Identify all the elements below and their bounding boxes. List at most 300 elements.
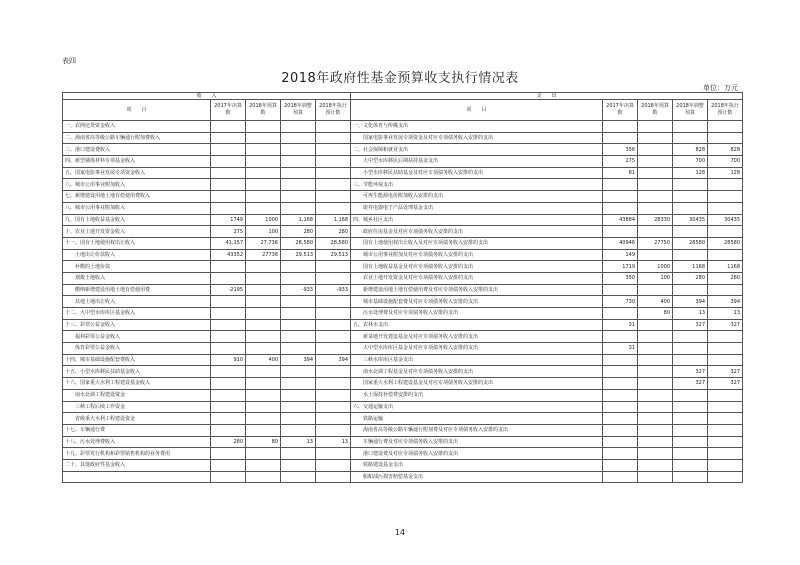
income-item-cell: 六、城市公用事业附加收入 [63,179,211,191]
table-row [63,413,743,425]
income-item-cell: 十八、污水处理费收入 [63,436,211,448]
unit-label: 单位：万元 [703,84,738,92]
expense-value-cell [638,354,673,366]
expense-item-cell: 政府住房基金及对应专项债务收入安排的支出 [351,226,603,238]
income-value-cell [281,191,316,203]
expense-value-cell [603,121,638,133]
income-value-cell [281,121,316,133]
expense-value-cell [708,448,743,460]
income-value-cell [246,144,281,156]
income-section-header: 收 入 [63,93,351,100]
page-number: 14 [394,528,406,537]
income-value-cell [211,401,246,413]
expense-value-cell [603,424,638,436]
income-value-cell [281,424,316,436]
income-value-cell [211,272,246,284]
expense-value-cell: 1719 [603,261,638,273]
expense-item-cell: 小型水库移民扶助基金及对应专项债务收入安排的支出 [351,167,603,179]
expense-value-cell: 394 [673,296,708,308]
expense-value-cell: 28330 [638,214,673,226]
expense-value-cell: 100 [638,272,673,284]
income-value-cell [281,366,316,378]
income-value-cell [211,389,246,401]
income-value-cell [316,179,351,191]
expense-item-cell: 三峡水库库区基金支出 [351,354,603,366]
income-col-header: 2018年预算数 [246,100,281,121]
expense-value-cell [673,459,708,471]
expense-value-cell [708,202,743,214]
income-value-cell [246,284,281,296]
table-row [63,167,743,179]
income-item-cell: 十一、国有土地使用权出让收入 [63,237,211,249]
expense-item-cell: 港口建设费及对应专项债务收入安排的支出 [351,448,603,460]
income-item-cell: 缴纳新增建设用地土地有偿使用费 [63,284,211,296]
expense-value-cell: 27750 [638,237,673,249]
expense-item-cell: 水土保持补偿费安排的支出 [351,389,603,401]
table-row [63,459,743,471]
expense-value-cell [673,471,708,483]
expense-value-cell: 31 [603,319,638,331]
expense-item-cell: 船舶油污损害赔偿基金支出 [351,471,603,483]
income-value-cell [211,366,246,378]
expense-value-cell [708,331,743,343]
expense-value-cell [603,401,638,413]
expense-value-cell [708,284,743,296]
income-col-header: 2018年调整预算 [281,100,316,121]
table-row [63,296,743,308]
table-row [63,448,743,460]
expense-value-cell [673,448,708,460]
expense-value-cell [638,156,673,168]
expense-value-cell [638,424,673,436]
income-value-cell: 28,580 [316,237,351,249]
income-item-cell: 二、海南省高等级公路车辆通行附加费收入 [63,132,211,144]
income-value-cell: 1,168 [281,214,316,226]
expense-value-cell [673,401,708,413]
table-row [63,132,743,144]
expense-value-cell [708,249,743,261]
income-value-cell [316,471,351,483]
income-value-cell [246,191,281,203]
expense-value-cell [638,284,673,296]
income-value-cell [246,413,281,425]
expense-value-cell [638,343,673,355]
income-value-cell [316,308,351,320]
income-value-cell [211,202,246,214]
expense-value-cell [603,202,638,214]
income-value-cell [281,448,316,460]
expense-col-header: 2017年决算数 [603,100,638,121]
table-row [63,156,743,168]
table-row [63,214,743,226]
income-value-cell [246,308,281,320]
income-item-cell: 南水北调工程建设资金 [63,389,211,401]
table-row [63,121,743,133]
income-value-cell [246,343,281,355]
income-item-cell: 九、国有土地收益基金收入 [63,214,211,226]
expense-col-header: 2018年预算数 [638,100,673,121]
expense-value-cell: 356 [603,144,638,156]
expense-value-cell: 327 [708,366,743,378]
expense-value-cell [708,343,743,355]
expense-item-cell: 海南省高等级公路车辆通行附加费及对应专项债务收入安排的支出 [351,424,603,436]
income-item-cell: 十二、大中型水库库区基金收入 [63,308,211,320]
expense-value-cell [638,121,673,133]
expense-value-cell [638,226,673,238]
table-row [63,319,743,331]
income-value-cell [211,413,246,425]
income-value-cell [246,459,281,471]
expense-item-cell: 南水北调工程基金及对应专项债务收入安排的支出 [351,366,603,378]
income-value-cell [281,296,316,308]
income-item-header: 项 目 [63,100,211,121]
table-row [63,378,743,390]
income-value-cell [316,459,351,471]
income-value-cell [211,156,246,168]
expense-value-cell [638,132,673,144]
expense-item-cell: 城市基础设施配套费及对应专项债务收入安排的支出 [351,296,603,308]
table-row [63,144,743,156]
expense-value-cell: 730 [603,296,638,308]
income-value-cell: 41,157 [211,237,246,249]
expense-value-cell: 327 [673,378,708,390]
expense-value-cell: 43884 [603,214,638,226]
expense-value-cell [638,202,673,214]
income-value-cell [246,202,281,214]
income-value-cell [316,202,351,214]
income-item-cell: 补缴的土地价款 [63,261,211,273]
expense-value-cell [603,378,638,390]
expense-item-cell: 车辆通行费及对应专项债务收入安排的支出 [351,436,603,448]
income-value-cell [211,448,246,460]
income-value-cell: 29,513 [281,249,316,261]
expense-value-cell: 327 [673,319,708,331]
income-value-cell [211,378,246,390]
income-value-cell: 80 [246,436,281,448]
expense-value-cell: 1000 [638,261,673,273]
income-item-cell: 三、港口建设费收入 [63,144,211,156]
income-value-cell: 13 [281,436,316,448]
expense-value-cell: 30435 [673,214,708,226]
income-value-cell [281,156,316,168]
expense-value-cell [673,413,708,425]
income-value-cell: 100 [246,226,281,238]
income-value-cell [246,366,281,378]
expense-value-cell: 28580 [708,237,743,249]
income-value-cell [281,401,316,413]
expense-value-cell [638,191,673,203]
expense-value-cell [638,471,673,483]
expense-value-cell [673,249,708,261]
expense-value-cell [708,436,743,448]
table-row [63,272,743,284]
income-value-cell [316,261,351,273]
expense-value-cell [673,226,708,238]
expense-value-cell [673,424,708,436]
income-value-cell [316,167,351,179]
expense-item-cell: 可再生能源电价附加收入安排的支出 [351,191,603,203]
expense-item-cell: 四、城乡社区支出 [351,214,603,226]
expense-value-cell [638,413,673,425]
expense-value-cell [673,354,708,366]
income-value-cell [246,378,281,390]
page-title: 2018年政府性基金预算收支执行情况表 [281,71,519,86]
income-value-cell [211,319,246,331]
expense-value-cell [603,413,638,425]
income-value-cell [281,413,316,425]
expense-item-cell: 国家电影事业发展专项资金及对应专项债务收入安排的支出 [351,132,603,144]
table-row [63,354,743,366]
income-value-cell [246,331,281,343]
expense-value-cell [708,424,743,436]
table-row [63,179,743,191]
expense-value-cell [708,471,743,483]
income-item-cell: 五、国家电影事业发展专项资金收入 [63,167,211,179]
income-value-cell [281,272,316,284]
expense-value-cell: 280 [673,272,708,284]
expense-value-cell [603,331,638,343]
income-item-cell: 土地出让价款收入 [63,249,211,261]
income-value-cell [246,167,281,179]
income-item-cell: 二十、其他政府性基金收入 [63,459,211,471]
expense-value-cell [673,436,708,448]
income-value-cell [281,167,316,179]
income-value-cell [211,459,246,471]
table-row [63,401,743,413]
income-value-cell [316,331,351,343]
income-value-cell: 29,513 [316,249,351,261]
table-row [63,284,743,296]
income-item-cell: 十三、彩票公益金收入 [63,319,211,331]
income-value-cell: -933 [316,284,351,296]
expense-value-cell [708,132,743,144]
income-col-header: 2017年决算数 [211,100,246,121]
income-item-cell: 十、农业土地开发资金收入 [63,226,211,238]
income-value-cell: 275 [211,226,246,238]
expense-value-cell [603,179,638,191]
expense-value-cell: 394 [708,296,743,308]
expense-value-cell: 350 [603,272,638,284]
expense-value-cell: 275 [603,156,638,168]
income-value-cell: 27,736 [246,237,281,249]
expense-item-cell: 废弃电器电子产品处理基金支出 [351,202,603,214]
expense-item-header: 项 目 [351,100,603,121]
income-item-cell: 其他土地出让收入 [63,296,211,308]
income-value-cell [211,471,246,483]
table-row [63,308,743,320]
table-row [63,343,743,355]
expense-item-cell: 国有土地使用权出让收入及对应专项债务收入安排的支出 [351,237,603,249]
expense-value-cell [603,284,638,296]
income-value-cell: 280 [211,436,246,448]
income-value-cell: 43352 [211,249,246,261]
income-value-cell [246,401,281,413]
expense-value-cell [673,121,708,133]
income-value-cell [246,296,281,308]
expense-col-header: 2018年调整预算 [673,100,708,121]
expense-value-cell: 13 [708,308,743,320]
table-row [63,389,743,401]
expense-value-cell: 128 [673,167,708,179]
expense-value-cell [638,459,673,471]
expense-value-cell: 700 [708,156,743,168]
income-value-cell [316,343,351,355]
table-row [63,436,743,448]
income-value-cell [246,389,281,401]
income-value-cell [281,261,316,273]
table-row [63,226,743,238]
income-value-cell [246,319,281,331]
expense-item-cell: 农业土地开发资金及对应专项债务收入安排的支出 [351,272,603,284]
income-item-cell: 三峡工程后续工作资金 [63,401,211,413]
income-value-cell [281,179,316,191]
income-value-cell [316,191,351,203]
expense-value-cell: 81 [603,167,638,179]
income-value-cell: -933 [281,284,316,296]
expense-value-cell [673,191,708,203]
income-value-cell [316,144,351,156]
income-value-cell [316,448,351,460]
income-value-cell: 280 [316,226,351,238]
income-item-cell [63,471,211,483]
expense-value-cell [603,459,638,471]
income-value-cell: -2195 [211,284,246,296]
expense-value-cell: 828 [673,144,708,156]
expense-item-cell: 三、节能环保支出 [351,179,603,191]
income-value-cell [316,132,351,144]
income-value-cell [211,179,246,191]
income-item-cell: 划拨土地收入 [63,272,211,284]
income-value-cell [316,319,351,331]
income-value-cell [211,308,246,320]
income-item-cell: 一、农网还贷资金收入 [63,121,211,133]
income-value-cell [281,459,316,471]
expense-value-cell: 828 [708,144,743,156]
expense-value-cell [708,121,743,133]
expense-value-cell [603,226,638,238]
expense-value-cell [708,179,743,191]
table-row [63,366,743,378]
income-value-cell: 1749 [211,214,246,226]
expense-value-cell [673,389,708,401]
expense-value-cell [638,319,673,331]
expense-value-cell: 280 [708,272,743,284]
expense-item-cell: 五、农林水支出 [351,319,603,331]
expense-value-cell [603,308,638,320]
expense-value-cell [638,167,673,179]
income-value-cell [281,202,316,214]
expense-value-cell [708,459,743,471]
income-value-cell [211,296,246,308]
expense-value-cell [603,471,638,483]
expense-value-cell [708,354,743,366]
expense-value-cell [603,389,638,401]
expense-section-header: 支 出 [351,93,743,100]
expense-value-cell [603,132,638,144]
expense-value-cell: 13 [673,308,708,320]
table-row [63,261,743,273]
expense-value-cell [708,413,743,425]
income-value-cell [281,331,316,343]
income-item-cell: 十九、彩票发行机构和彩票销售机构的业务费用 [63,448,211,460]
income-value-cell: 910 [211,354,246,366]
expense-value-cell [673,132,708,144]
income-value-cell [316,121,351,133]
expense-value-cell [603,448,638,460]
expense-item-cell: 新增建设用地土地有偿使用费及对应专项债务收入安排的支出 [351,284,603,296]
expense-value-cell [673,179,708,191]
income-value-cell [246,179,281,191]
income-value-cell [246,424,281,436]
income-value-cell [211,132,246,144]
income-value-cell [281,132,316,144]
income-value-cell [211,343,246,355]
expense-value-cell [673,343,708,355]
income-value-cell [246,272,281,284]
expense-value-cell [603,436,638,448]
expense-item-cell: 国家重大水利工程建设基金及对应专项债务收入安排的支出 [351,378,603,390]
income-value-cell [211,424,246,436]
expense-value-cell: 327 [708,378,743,390]
income-value-cell [281,378,316,390]
expense-value-cell [603,191,638,203]
expense-item-cell: 六、交通运输支出 [351,401,603,413]
income-value-cell: 280 [281,226,316,238]
expense-value-cell [638,378,673,390]
income-value-cell [281,308,316,320]
expense-value-cell [708,226,743,238]
expense-item-cell: 铁路建设基金支出 [351,459,603,471]
expense-value-cell [638,144,673,156]
expense-value-cell [638,366,673,378]
income-value-cell [281,389,316,401]
expense-item-cell: 铁路运输 [351,413,603,425]
income-item-cell: 十六、国家重大水利工程建设基金收入 [63,378,211,390]
expense-value-cell [638,448,673,460]
expense-value-cell [638,389,673,401]
income-value-cell [246,121,281,133]
expense-value-cell: 1168 [708,261,743,273]
income-item-cell: 体育彩票公益金收入 [63,343,211,355]
expense-value-cell [603,366,638,378]
expense-value-cell: 28580 [673,237,708,249]
expense-value-cell: 40946 [603,237,638,249]
expense-item-cell: 国有土地收益基金及对应专项债务收入安排的支出 [351,261,603,273]
income-value-cell [316,366,351,378]
income-value-cell: 400 [246,354,281,366]
income-value-cell: 1,168 [316,214,351,226]
table-row [63,471,743,483]
income-value-cell: 394 [316,354,351,366]
expense-item-cell: 污水处理费及对应专项债务收入安排的支出 [351,308,603,320]
expense-value-cell [673,284,708,296]
table-body [63,121,743,483]
expense-item-cell: 城市公用事业附加及对应专项债务收入安排的支出 [351,249,603,261]
expense-value-cell: 31 [603,343,638,355]
expense-value-cell: 327 [673,366,708,378]
income-value-cell [211,191,246,203]
income-value-cell [316,424,351,436]
income-value-cell [211,144,246,156]
income-value-cell: 1000 [246,214,281,226]
budget-table [62,92,743,483]
expense-value-cell: 149 [603,249,638,261]
table-tag: 表四 [62,57,76,65]
expense-value-cell: 700 [673,156,708,168]
income-value-cell [246,448,281,460]
income-value-cell [211,121,246,133]
expense-value-cell [708,401,743,413]
